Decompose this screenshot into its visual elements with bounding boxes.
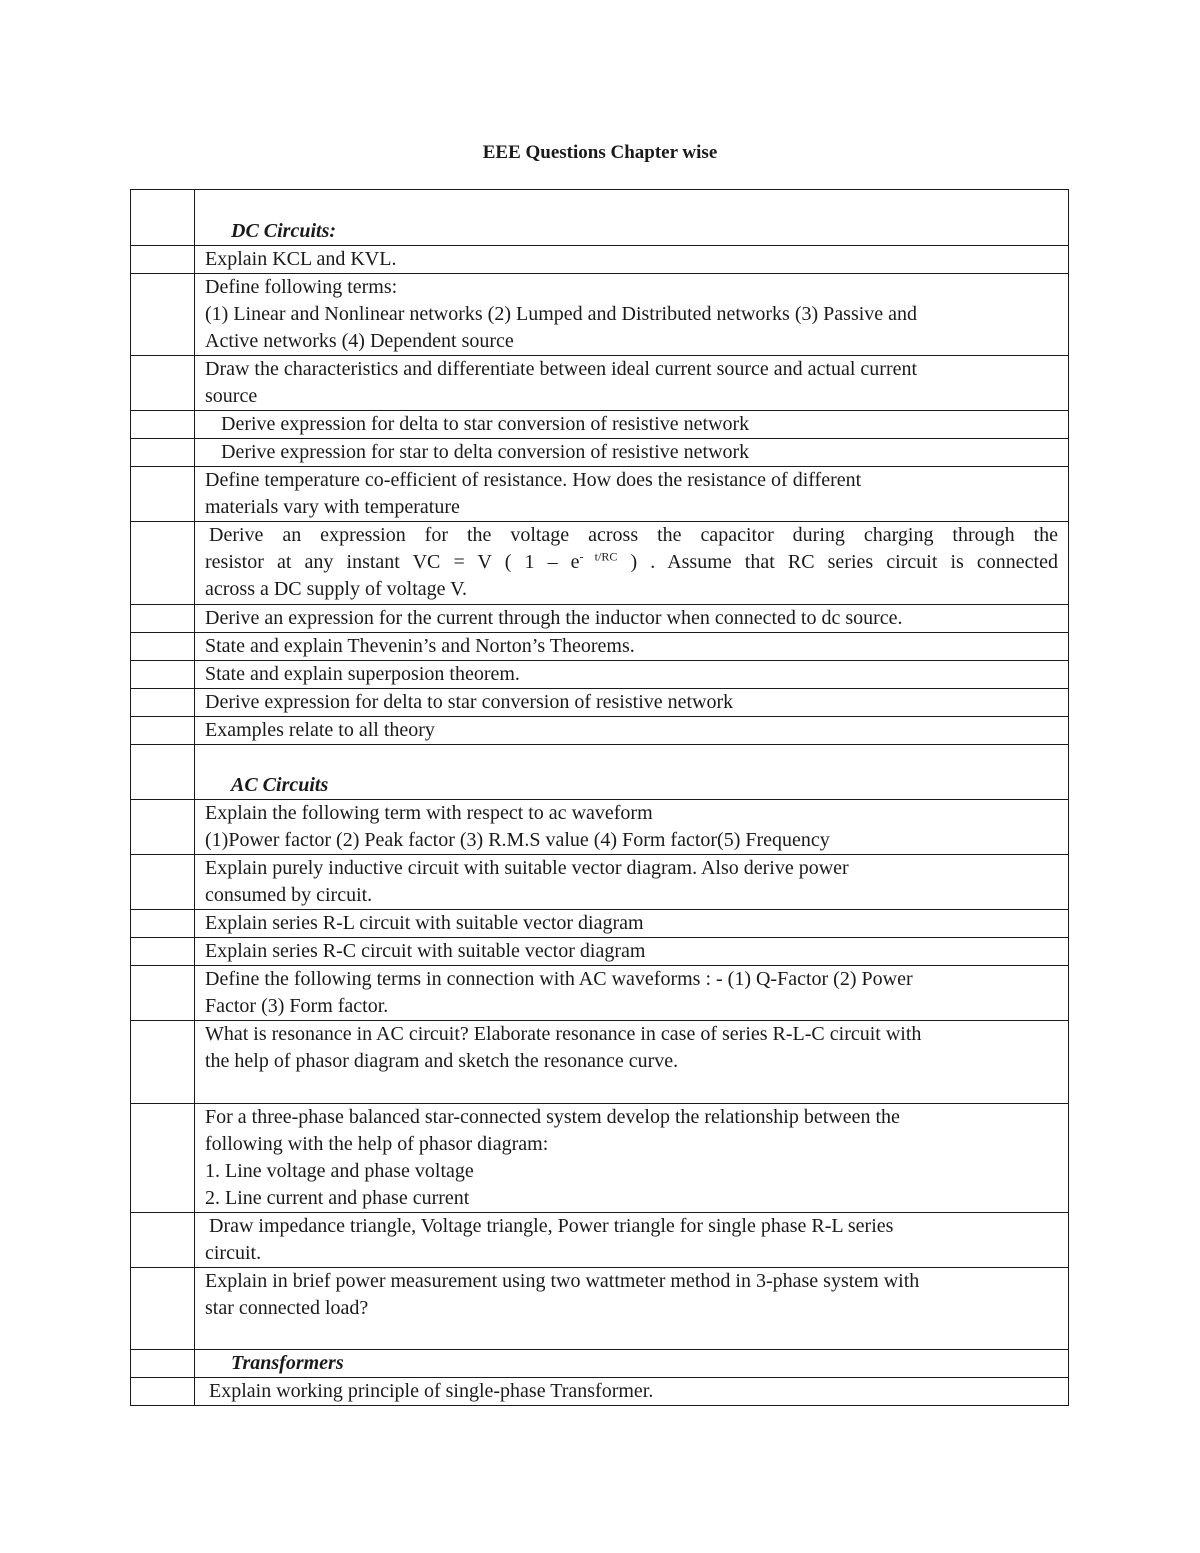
number-cell xyxy=(131,605,195,633)
question-text: Draw the characteristics and differentiate between ideal current source and actual current xyxy=(205,358,918,380)
number-cell xyxy=(131,190,195,246)
question-cell xyxy=(195,910,1069,938)
table-row xyxy=(131,745,1069,800)
question-text: Define the following terms in connection with AC waveforms : - (1) Q-Factor (2) Power xyxy=(205,968,913,990)
section-heading-cell xyxy=(195,190,1069,246)
section-heading-cell xyxy=(195,745,1069,800)
question-text: Define following terms: xyxy=(205,276,398,298)
question-cell xyxy=(195,439,1069,467)
number-cell xyxy=(131,274,195,356)
question-text: Derive an expression for the voltage across the capacitor during charging through the xyxy=(209,524,1058,546)
questions-table xyxy=(130,189,1069,1406)
question-cell xyxy=(195,356,1069,411)
table-row xyxy=(131,1268,1069,1350)
question-text: State and explain superposion theorem. xyxy=(205,663,520,685)
question-text: 2. Line current and phase current xyxy=(205,1187,470,1209)
table-row xyxy=(131,966,1069,1021)
table-row xyxy=(131,1350,1069,1378)
question-cell xyxy=(195,661,1069,689)
question-cell xyxy=(195,938,1069,966)
table-row xyxy=(131,246,1069,274)
question-text: Explain series R-L circuit with suitable vector diagram xyxy=(205,912,644,934)
question-text: Derive an expression for the current through the inductor when connected to dc source. xyxy=(205,607,903,629)
question-cell xyxy=(195,1268,1069,1350)
question-text: Derive expression for delta to star conversion of resistive network xyxy=(221,413,750,435)
question-cell xyxy=(195,855,1069,910)
section-heading-dc: DC Circuits: xyxy=(231,220,337,242)
question-text: State and explain Thevenin’s and Norton’s Theorems. xyxy=(205,635,635,657)
question-text: Factor (3) Form factor. xyxy=(205,995,389,1017)
number-cell xyxy=(131,745,195,800)
section-heading-cell xyxy=(195,1350,1069,1378)
number-cell xyxy=(131,1021,195,1104)
table-row xyxy=(131,910,1069,938)
number-cell xyxy=(131,356,195,411)
number-cell xyxy=(131,661,195,689)
question-text: source xyxy=(205,385,258,407)
question-text: Explain working principle of single-phase Transformer. xyxy=(209,1380,654,1402)
question-cell xyxy=(195,605,1069,633)
question-text: Draw impedance triangle, Voltage triangle, Power triangle for single phase R-L series xyxy=(209,1215,894,1237)
question-cell xyxy=(195,1213,1069,1268)
section-heading-transformers: Transformers xyxy=(231,1352,344,1374)
question-text: Explain in brief power measurement using two wattmeter method in 3-phase system with xyxy=(205,1270,920,1292)
number-cell xyxy=(131,439,195,467)
question-cell xyxy=(195,274,1069,356)
table-row xyxy=(131,1021,1069,1104)
question-text: circuit. xyxy=(205,1242,262,1264)
question-cell xyxy=(195,522,1069,605)
table-row xyxy=(131,1104,1069,1213)
question-cell xyxy=(195,966,1069,1021)
number-cell xyxy=(131,1213,195,1268)
formula-text: resistor at any instant VC = V ( 1 – e xyxy=(205,551,580,573)
question-text: Examples relate to all theory xyxy=(205,719,435,741)
table-row xyxy=(131,605,1069,633)
question-text: Derive expression for star to delta conversion of resistive network xyxy=(221,441,750,463)
question-text: star connected load? xyxy=(205,1297,369,1319)
number-cell xyxy=(131,246,195,274)
number-cell xyxy=(131,717,195,745)
question-text: Explain the following term with respect to ac waveform xyxy=(205,802,653,824)
table-row xyxy=(131,633,1069,661)
question-text: What is resonance in AC circuit? Elaborate resonance in case of series R-L-C circuit with xyxy=(205,1023,922,1045)
question-cell xyxy=(195,1104,1069,1213)
number-cell xyxy=(131,1268,195,1350)
number-cell xyxy=(131,910,195,938)
question-text-formula xyxy=(205,549,1058,576)
number-cell xyxy=(131,522,195,605)
question-text: Explain purely inductive circuit with suitable vector diagram. Also derive power xyxy=(205,857,849,879)
table-row xyxy=(131,689,1069,717)
question-text: Active networks (4) Dependent source xyxy=(205,330,514,352)
question-cell xyxy=(195,633,1069,661)
table-row xyxy=(131,717,1069,745)
number-cell xyxy=(131,467,195,522)
number-cell xyxy=(131,411,195,439)
table-row xyxy=(131,661,1069,689)
question-text: across a DC supply of voltage V. xyxy=(205,578,468,600)
question-text: Derive expression for delta to star conversion of resistive network xyxy=(205,691,734,713)
question-cell xyxy=(195,1378,1069,1406)
table-row xyxy=(131,1378,1069,1406)
number-cell xyxy=(131,633,195,661)
table-row xyxy=(131,855,1069,910)
question-text: consumed by circuit. xyxy=(205,884,373,906)
question-text: (1) Linear and Nonlinear networks (2) Lumped and Distributed networks (3) Passive and xyxy=(205,303,918,325)
number-cell xyxy=(131,855,195,910)
table-row xyxy=(131,439,1069,467)
question-cell xyxy=(195,467,1069,522)
table-row xyxy=(131,938,1069,966)
question-text: 1. Line voltage and phase voltage xyxy=(205,1160,474,1182)
question-cell xyxy=(195,411,1069,439)
question-cell xyxy=(195,800,1069,855)
question-text: (1)Power factor (2) Peak factor (3) R.M.S value (4) Form factor(5) Frequency xyxy=(205,829,830,851)
question-cell xyxy=(195,689,1069,717)
table-row xyxy=(131,800,1069,855)
question-text: following with the help of phasor diagram: xyxy=(205,1133,549,1155)
number-cell xyxy=(131,1104,195,1213)
question-text: Explain series R-C circuit with suitable vector diagram xyxy=(205,940,646,962)
number-cell xyxy=(131,966,195,1021)
question-cell xyxy=(195,246,1069,274)
number-cell xyxy=(131,938,195,966)
question-text: For a three-phase balanced star-connected system develop the relationship between the xyxy=(205,1106,900,1128)
question-cell xyxy=(195,1021,1069,1104)
number-cell xyxy=(131,689,195,717)
question-text: materials vary with temperature xyxy=(205,496,460,518)
table-row xyxy=(131,467,1069,522)
table-row xyxy=(131,411,1069,439)
section-heading-ac: AC Circuits xyxy=(231,774,329,796)
question-text: Define temperature co-efficient of resistance. How does the resistance of different xyxy=(205,469,862,491)
question-text: Explain KCL and KVL. xyxy=(205,248,397,270)
question-text: the help of phasor diagram and sketch the resonance curve. xyxy=(205,1050,679,1072)
formula-exponent: - t/RC xyxy=(579,549,618,564)
number-cell xyxy=(131,1378,195,1406)
table-row xyxy=(131,190,1069,246)
table-row xyxy=(131,1213,1069,1268)
table-row xyxy=(131,522,1069,605)
table-row xyxy=(131,274,1069,356)
question-cell xyxy=(195,717,1069,745)
formula-text: ) . Assume that RC series circuit is connected xyxy=(630,551,1058,573)
number-cell xyxy=(131,800,195,855)
number-cell xyxy=(131,1350,195,1378)
table-row xyxy=(131,356,1069,411)
page-title: EEE Questions Chapter wise xyxy=(482,142,718,163)
